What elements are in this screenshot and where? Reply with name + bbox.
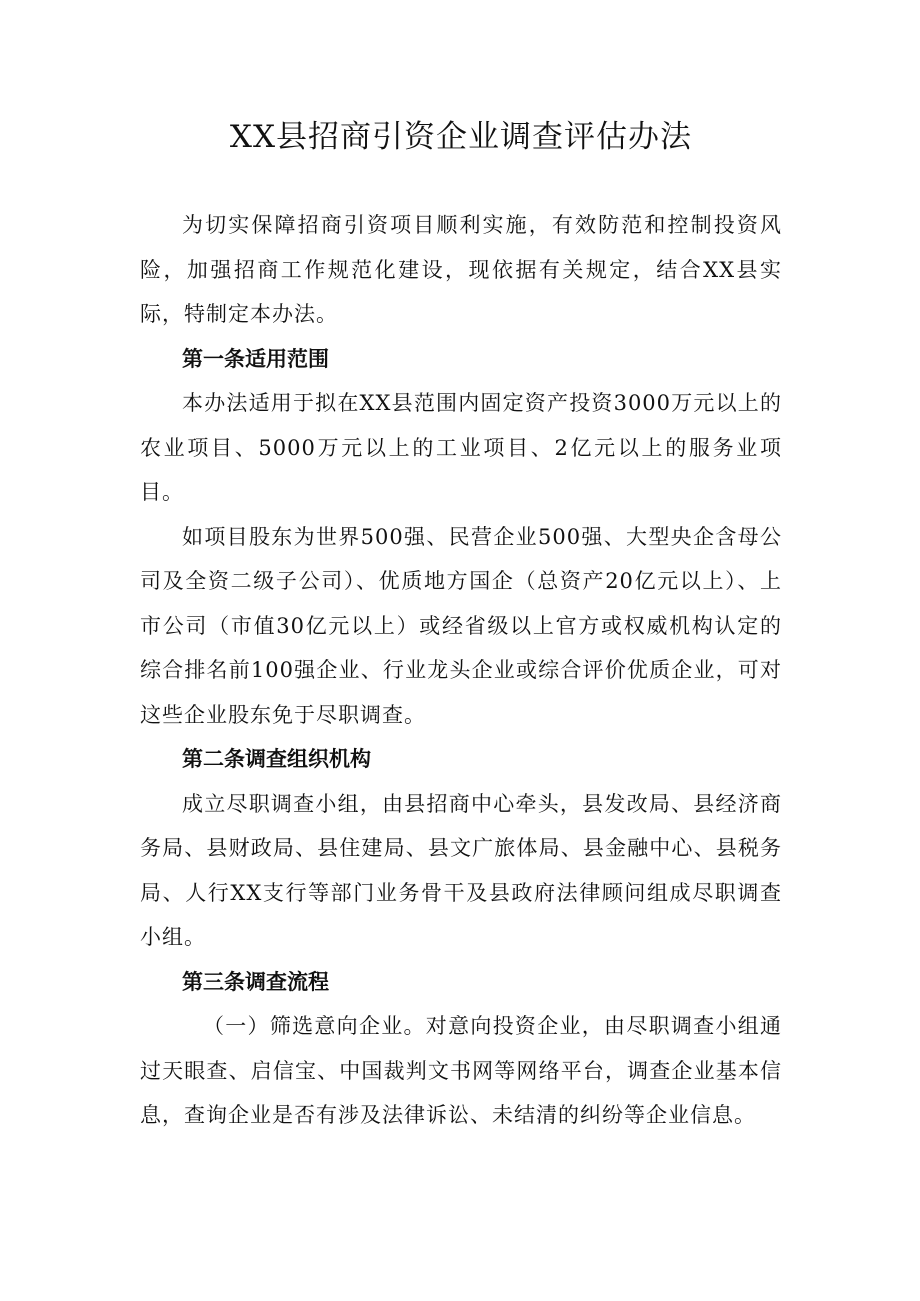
document-page (140, 115, 782, 1138)
document-title: XX县招商引资企业调查评估办法 (229, 119, 693, 155)
article-2-paragraph-1: 成立尽职调查小组，由县招商中心牵头，县发改局、县经济商务局、县财政局、县住建局、县文广旅体局、县金融中心、县税务局、人行XX支行等部门业务骨干及县政府法律顾问组成尽职调查小组。 (140, 791, 782, 949)
article-1-paragraph-2: 如项目股东为世界500强、民营企业500强、大型央企含母公司及全资二级子公司）、优质地方国企（总资产20亿元以上）、上市公司（市值30亿元以上）或经省级以上官方或权威机构认定的综合排名前100强企业、行业龙头企业或综合评价优质企业，可对这些企业股东免于尽职调查。 (140, 524, 782, 727)
article-1-paragraph-1: 本办法适用于拟在XX县范围内固定资产投资3000万元以上的农业项目、5000万元以上的工业项目、2亿元以上的服务业项目。 (140, 391, 782, 504)
article-3-paragraph-1: （一）筛选意向企业。对意向投资企业，由尽职调查小组通过天眼查、启信宝、中国裁判文书网等网络平台，调查企业基本信息，查询企业是否有涉及法律诉讼、未结清的纠纷等企业信息。 (140, 1014, 782, 1127)
article-2-heading: 第二条调查组织机构 (182, 747, 371, 771)
article-1-heading: 第一条适用范围 (182, 346, 329, 371)
intro-paragraph: 为切实保障招商引资项目顺利实施，有效防范和控制投资风险，加强招商工作规范化建设，现依据有关规定，结合XX县实际，特制定本办法。 (140, 213, 782, 326)
article-3-heading: 第三条调查流程 (182, 969, 329, 994)
